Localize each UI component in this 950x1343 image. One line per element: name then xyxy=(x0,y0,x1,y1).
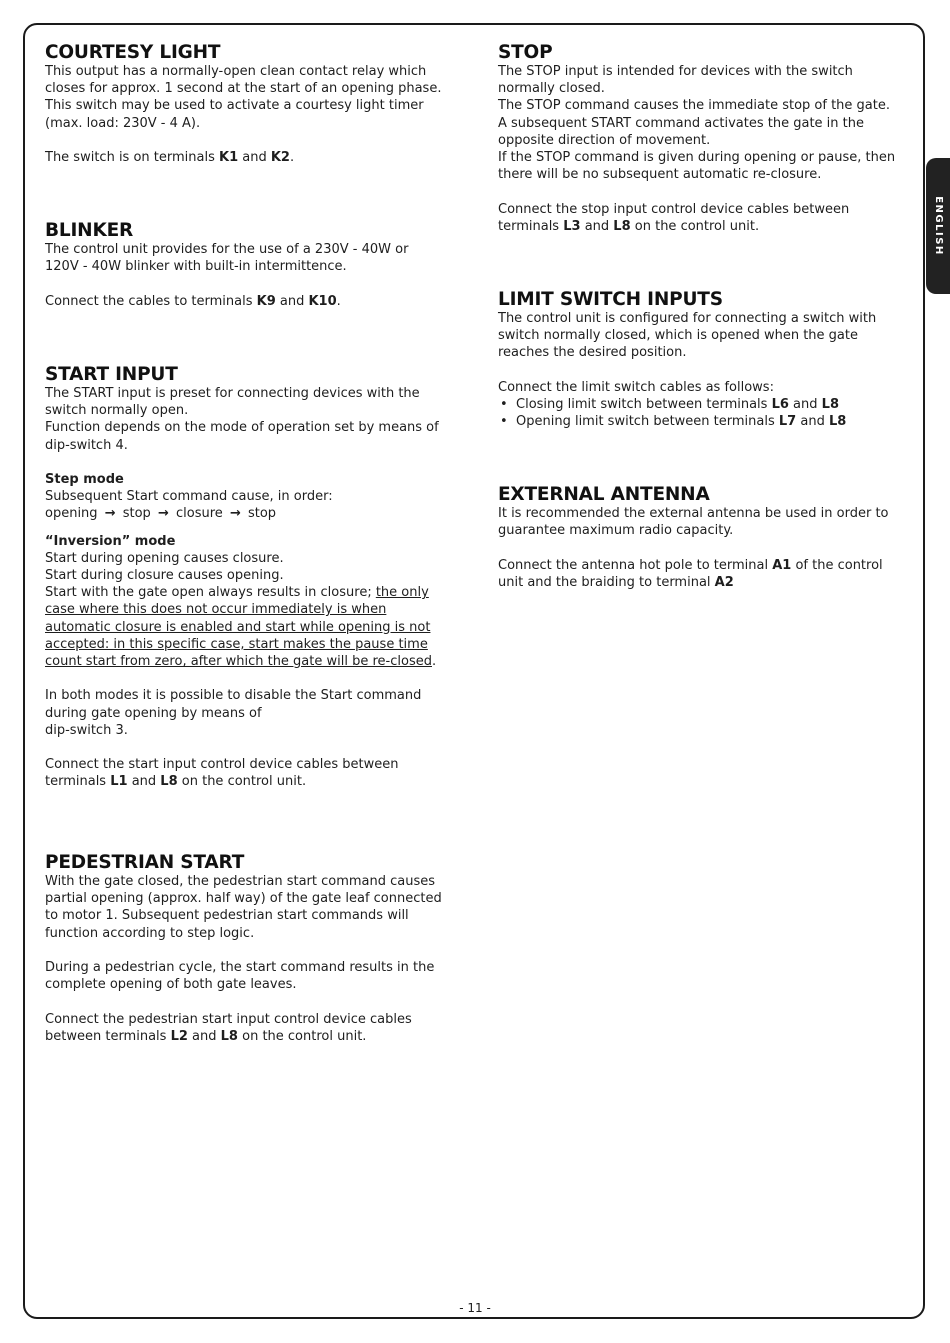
start-input-section xyxy=(45,365,455,791)
external-antenna-section xyxy=(498,485,908,591)
external-antenna-title: EXTERNAL ANTENNA xyxy=(498,484,710,505)
pedestrian-terminals: Connect the pedestrian start input control device cables between terminals L2 and L8 on the control unit. xyxy=(45,1011,412,1044)
limit-switch-title: LIMIT SWITCH INPUTS xyxy=(498,289,723,310)
courtesy-light-title: COURTESY LIGHT xyxy=(45,42,221,63)
courtesy-light-p1: This output has a normally-open clean contact relay which closes for approx. 1 second at the start of an opening phase. xyxy=(45,64,442,97)
limit-switch-list xyxy=(498,396,908,430)
blinker-terminals: Connect the cables to terminals K9 and K10. xyxy=(45,293,341,309)
inversion-line-2: Start during closure causes opening. xyxy=(45,568,284,584)
both-modes-a: In both modes it is possible to disable the Start command during gate opening by means of xyxy=(45,688,422,721)
step-mode-title: Step mode xyxy=(45,472,124,487)
arrow-right-icon: → xyxy=(104,506,116,522)
stop-p3: A subsequent START command activates the gate in the opposite direction of movement. xyxy=(498,115,864,148)
blinker-title: BLINKER xyxy=(45,220,134,241)
page-number: - 11 - xyxy=(459,1301,491,1315)
limit-switch-section xyxy=(498,290,908,430)
pedestrian-p2: During a pedestrian cycle, the start command results in the complete opening of both gate leaves. xyxy=(45,960,435,993)
inversion-line-3: Start with the gate open always results in closure; the only case where this does not occur immediately is when automatic closure is enabled and start while opening is not accepted: in this specific case, start makes the pause time count start from zero, after which the gate will be re-closed. xyxy=(45,585,437,670)
courtesy-light-section xyxy=(45,43,455,166)
pedestrian-p1: With the gate closed, the pedestrian start command causes partial opening (approx. half way) of the gate leaf connected to motor 1. Subsequent pedestrian start commands will function according to step logic. xyxy=(45,874,442,941)
stop-terminals: Connect the stop input control device cables between terminals L3 and L8 on the control unit. xyxy=(498,201,850,234)
list-item: • Closing limit switch between terminals L6 and L8 xyxy=(498,396,908,413)
stop-p2: The STOP command causes the immediate stop of the gate. xyxy=(498,98,890,114)
start-input-terminals: Connect the start input control device cables between terminals L1 and L8 on the control unit. xyxy=(45,757,399,790)
stop-title: STOP xyxy=(498,42,553,63)
stop-section xyxy=(498,43,908,235)
limit-switch-p1: The control unit is configured for connecting a switch with switch normally closed, which is opened when the gate reaches the desired position. xyxy=(498,311,877,361)
blinker-section xyxy=(45,221,455,310)
start-input-title: START INPUT xyxy=(45,364,178,385)
pedestrian-start-section xyxy=(45,853,455,1045)
both-modes-b: dip-switch 3. xyxy=(45,722,128,738)
pedestrian-start-title: PEDESTRIAN START xyxy=(45,852,245,873)
courtesy-light-p2: This switch may be used to activate a courtesy light timer (max. load: 230V - 4 A). xyxy=(45,98,424,131)
antenna-p1: It is recommended the external antenna be used in order to guarantee maximum radio capacity. xyxy=(498,506,889,539)
step-mode-text: Subsequent Start command cause, in order: xyxy=(45,489,333,505)
arrow-right-icon: → xyxy=(157,506,169,522)
stop-p4: If the STOP command is given during opening or pause, then there will be no subsequent automatic re-closure. xyxy=(498,150,896,183)
stop-p1: The STOP input is intended for devices with the switch normally closed. xyxy=(498,64,853,97)
inversion-underlined-note: the only case where this does not occur immediately is when automatic closure is enabled and start while opening is not accepted: in this specific case, start makes the pause time count start from zero, after which the gate will be re-closed xyxy=(45,585,432,670)
courtesy-light-terminals: The switch is on terminals K1 and K2. xyxy=(45,150,295,165)
arrow-right-icon: → xyxy=(229,506,241,522)
language-tab xyxy=(926,158,950,294)
limit-switch-p2: Connect the limit switch cables as follows: xyxy=(498,379,774,395)
blinker-p1a: The control unit provides for the use of a 230V - 40W or xyxy=(45,242,409,257)
inversion-line-1: Start during opening causes closure. xyxy=(45,550,284,566)
language-tab-label: ENGLISH xyxy=(933,196,944,256)
inversion-mode-title: “Inversion” mode xyxy=(45,533,176,549)
list-item: • Opening limit switch between terminals L7 and L8 xyxy=(498,413,908,430)
blinker-p1b: 120V - 40W blinker with built-in intermittence. xyxy=(45,259,347,275)
step-mode-sequence: opening → stop → closure → stop xyxy=(45,506,277,522)
start-input-p1: The START input is preset for connecting devices with the switch normally open. xyxy=(45,386,420,419)
antenna-terminals: Connect the antenna hot pole to terminal A1 of the control unit and the braiding to terminal A2 xyxy=(498,557,883,590)
start-input-p2: Function depends on the mode of operation set by means of dip-switch 4. xyxy=(45,420,439,453)
